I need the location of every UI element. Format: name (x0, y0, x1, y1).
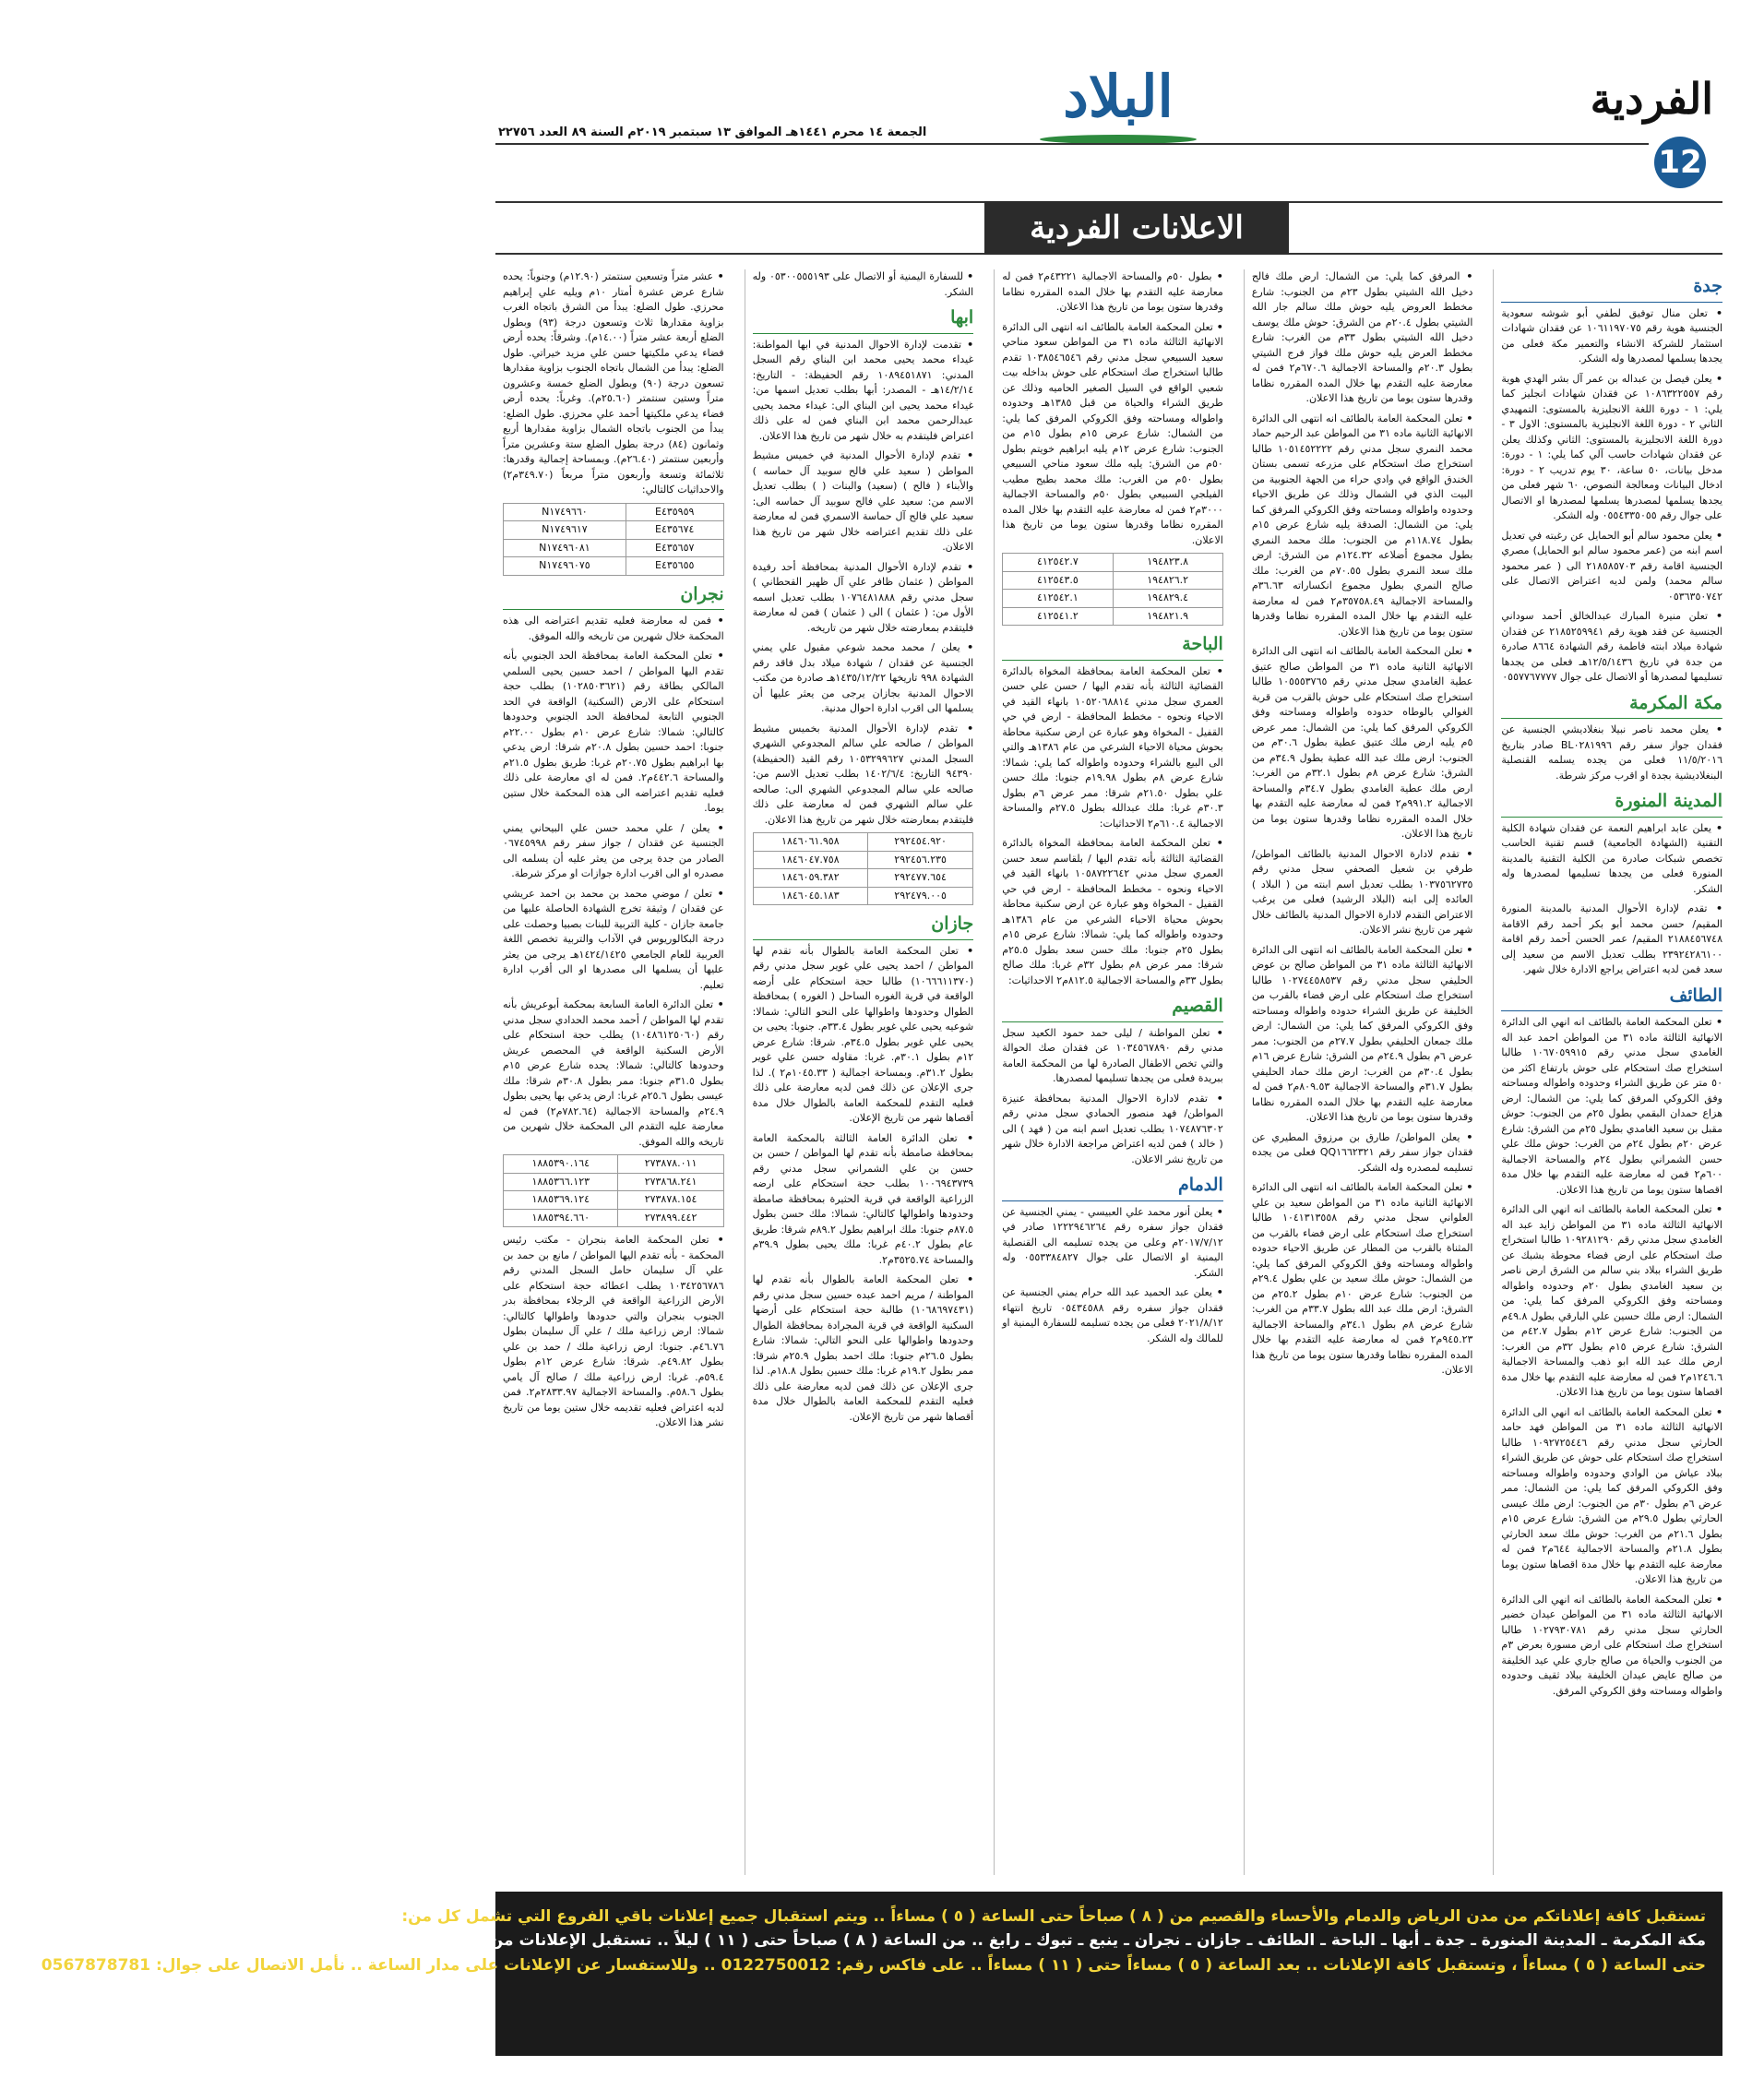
coordinate-cell: ١٨٨٥٣٦٦.١٢٣ (504, 1173, 618, 1191)
newspaper-logo (1021, 63, 1215, 148)
coordinates-row (753, 833, 973, 852)
classified-ad: • تعلن المحكمة العامة بالطائف انه انهي الى الدائرة الانهائية الثالثة ماده ٣١ من المواطن عيدان خضير الحارثي سجل مدني رقم ١٠٢٧٩٣٠٧٨١ طالبا استخراج صك استحكام على ارض مسورة بعرض ٣م من الجنوب والحياة من صالح جاري علي عيد الخليفة من صالح عايض عيدان الخليفة ببلاد ثقيف وحدوده واطواله ومساحته وفق الكروكي المرفق. (1501, 1593, 1722, 1700)
city-heading: جدة (1501, 273, 1722, 303)
classified-ad: • يعلن فيصل بن عبداله بن عمر آل بشر الهدي هوية رقم ١٠٨٦٣٢٢٥٥٧ عن فقدان شهادات انجليز كما يلي: ١ - دورة اللغة الانجليزية بالمستوى: التمهيدي الثاني ٢ - دورة اللغة الانجليزية بالمستوى: الاول ٣ - دورة اللغة الانجليزية بالمستوى: الثاني وكذلك يعلن عن فقدان شهادات حاسب آلي كما يلي: ١ - دورة: مدخل بيانات، ٥٠ ساعة، ٣٠ يوم تدريب ٢ - دورة: ادخال البيانات ومعالجة النصوص، ٦٠ شهر فعلى من يجدها يسلمها لمصدرها يسلمها لمصدرها او الاتصال على جوال رقم ٠٥٥٤٣٣٥٠٥٥ وله الشكر. (1501, 372, 1722, 524)
coordinate-cell: ١٩٤٨٢٦.٢ (1113, 571, 1222, 590)
coordinates-row (504, 557, 724, 576)
classified-ad: • تعلن الدائرة العامة الثالثة بالمحكمة العامة بمحافظة صامطة بأنه تقدم لها المواطن / حسن بن حسن بن علي الشمراني سجل مدني رقم ١٠٠٦٩٤٣٧٣٩ بطلب حجة استحكام على ارضه الزراعية الواقعة في قرية الحثيرة بمحافظة صامطة وحدودها واطوالها كالتالي: شمالا: ملك حسن بطول ٨٧.٥م جنوبا: ملك ابراهيم بطول ٨٩.٢م شرقا: طريق عام بطول ٤٠.٢م غربا: ملك يحيى بطول ٣٩.٩م والمساحة ٣٥٢٥.٧٤م٢. (753, 1131, 974, 1269)
city-heading: ابها (753, 305, 974, 334)
city-heading: الطائف (1501, 983, 1722, 1012)
ads-column-5 (495, 269, 724, 1875)
coordinate-cell: ٢٧٣٨٩٩.٤٤٢ (618, 1209, 723, 1227)
ads-column-1 (1493, 269, 1722, 1875)
coordinate-cell: ٤١٢٥٤٢.٧ (1003, 554, 1113, 572)
classified-ad: • يعلن المواطن/ طارق بن مرزوق المطيري عن فقدان جواز سفر رقم QQ١٦٦٢٣٢١ فعلى من يجده تسليمه لمصدره وله الشكر. (1252, 1130, 1473, 1176)
classified-ad: • تقدم لإدارة الأحوال المدنية بمحافظة أحد رفيدة المواطن ( عثمان ظافر علي آل ظهير القحطاني ) سجل مدني رقم ١٠٧٦٤٨١٨٨٨ بطلب تعديل اسمه الأول من: ( عثمان ) الى ( عثمان ) فمن له معارضة فليتقدم بمعارضته خلال شهر من تاريخه. (753, 560, 974, 637)
footer-line: تستقبل كافة إعلاناتكم من مدن الرياض والدمام والأحساء والقصيم من ( ٨ ) صباحاً حتى الساعة ( ٥ ) مساءاً .. ويتم استقبال جميع إعلانات باقي الفروع التي تشمل كل من: (401, 1907, 1706, 1926)
coordinates-table (503, 503, 724, 576)
classified-ad: • فمن له معارضة فعليه تقديم اعتراضه الى هذه المحكمة خلال شهرين من تاريخه والله الموفق. (503, 614, 724, 644)
coordinate-cell: ٢٩٢٤٥٦.٢٣٥ (868, 851, 973, 869)
coordinates-row (1003, 590, 1223, 608)
city-heading: القصيم (1002, 993, 1223, 1022)
coordinates-table (753, 832, 974, 905)
coordinates-row (1003, 571, 1223, 590)
coordinates-row (504, 521, 724, 540)
coordinates-row (1003, 554, 1223, 572)
coordinate-cell: N١٧٤٩٦١٧ (504, 521, 626, 540)
coordinate-cell: ٢٧٣٨٧٨.٠١١ (618, 1155, 723, 1174)
city-heading: الباحة (1002, 631, 1223, 661)
city-heading: جازان (753, 911, 974, 940)
footer-line: حتى الساعة ( ٥ ) مساءاً ، وتستقبل كافة الإعلانات .. بعد الساعة ( ٥ ) مساءاً حتى ( ١١ ) مساءاً .. على فاكس رقم: 0122750012 .. وللاستفسار عن الإعلانات على مدار الساعة .. نأمل الاتصال على جوال: 0567878781 (41, 1955, 1706, 1975)
classified-ad: • تعلن المحكمة العامة بالطوال بأنه تقدم لها المواطنة / مريم احمد عبده حسين سجل مدني رقم (١٠٦٨٦٩٧٤٣١) طالبة حجة استحكام على أرضها السكنية الواقعة في قرية المجرادة بمحافظة الطوال وحدودها واطوالها على النحو التالي: شمالا: شارع بطول ٢٦.٥م جنوبا: ملك احمد بطول ٢٥.٩م شرقا: ممر بطول ١٩.٢م غربا: ملك حسين بطول ١٨.٨م. لذا جرى الإعلان عن ذلك فمن لديه معارضة على ذلك فعليه التقدم للمحكمة العامة بالطوال خلال مدة أقصاها شهر من تاريخ الإعلان. (753, 1272, 974, 1425)
coordinates-row (504, 1173, 724, 1191)
classified-ad: • يعلن محمود سالم أبو الحمايل عن رغبته في تعديل اسم ابنه من (عمر محمود سالم ابو الحمايل) مصري الجنسية اقامة رقم ٢١٨٥٨٥٧٠٣ الى ( عمر محمود سالم محمد) ولمن لديه اعتراض الاتصال على ٠٥٣٦٣٥٠٧٤٢ (1501, 529, 1722, 605)
coordinate-cell: E٤٣٥٦٥٧ (626, 539, 723, 557)
classified-ad: • تقدم لإدارة الأحوال المدنية في خميس مشيط المواطن ( سعيد علي فالح سوبيد آل حماسه ) والأبناء ( فالح ) (سعيد) والبنات ( ) بطلب تعديل الاسم من: سعيد علي فالح سوبيد آل حماسه الى: سعيد علي فالح آل حماسة الاسمري فمن له معارضة على ذلك تقديم اعتراضه خلال شهر من تاريخ هذا الاعلان. (753, 448, 974, 555)
classified-ad: • تعلن المحكمة العامة بمحافظة المخواة بالدائرة القضائية الثالثة بأنه تقدم اليها / حسن علي حسن العمري سجل مدني ١٠٥٢٠٦٨٨١٤ بانهاء القيد في الاحياء ونحوه - مخطط المحافظة - ارض في حي القفيل - المخواة وهو عبارة عن ارض سكنية محاطة بحوش محياة الاحياء الشرعي من عام ١٣٨٦هـ والتي الى البيع بالشراء وحدوده واطواله كما يلي: شمالا: شارع عرض ٨م بطول ١٩.٩٨م جنوبا: ملك حسن علي بطول ٢١.٥٠م شرقا: ممر عرض ٦م بطول ٣٠.٣م غربا: ملك عبدالله بطول ٢٧.٥م والمساحة الاجمالية ٦١٠.٤م٢ الاحداثيات: (1002, 664, 1223, 832)
page-number-badge: 12 (1654, 137, 1706, 188)
classified-ad: • يعلن / علي محمد حسن علي البيحاني يمني الجنسية عن فقدان / جواز سفر رقم ٠٦٧٤٥٩٩٨ الصادر من جدة يرجى من يعثر عليه أن يسلمه الى مصدره او الى اقرب ادارة جوازات او مركز شرطة. (503, 821, 724, 882)
classified-ad: • تعلن المحكمة العامة بالطائف انه انتهى الى الدائرة الانهائية الثالثة ماده ٣١ من المواطن سعود مناحي سعيد السبيعي سجل مدني رقم ١٠٣٨٥٤٦٥٤٦ تقدم طالبا استخراج صك استحكام على حوش بداخله بيت شعبي الواقع في السيل الصغير الحاميه وذلك عن طريق الشراء والحياة من قبل ١٣٨٥هـ وحدوده واطواله ومساحته وفق الكروكي المرفق كما يلي: من الشمال: شارع عرض ١٥م بطول ١٥م من الجنوب: شارع عرض ١٢م يليه ابراهيم خويتم بطول ٥٠م من الشرق: يليه ملك سعود مناحي السبيعي بطول ٥٠م من الغرب: ملك محمد بطيح مطيب الفيلجي السبيعي بطول ٥٠م والمساحة الاجمالية ٣٠٠٠م٢ فمن له معارضة عليه التقدم بها خلال المده المقرره نظاما وقدرها ستون يوما من تاريخ هذا الاعلان. (1002, 320, 1223, 549)
classified-ad: • تعلن المحكمة العامة بالطائف انه انهي الى الدائرة الانهائية الثالثة ماده ٣١ من المواطن زايد عبد اله الغامدي سجل مدني رقم ١٠٩٢٨١٢٩٠ طالبا استخراج صك استحكام على ارض فضاء محوطة بشبك عن طريق الشراء ببلاد بني سالم من الشرق ارض ناصر بن سعيد الغامدي بطول ٢٠م وحدوده واطواله ومساحته وفق الكروكي المرفق كما يلي: من الشمال: ارض ملك حسين علي البارقي بطول ٤٩.٨م من الجنوب: شارع عرض ١٢م بطول ٤٢.٧م من الشرق: شارع عرض ١٥م بطول ٣٢م من الغرب: ارض ملك عبد الله ابو ذهب والمساحة الاجمالية ١٢٤٦.٦م٢ فمن له معارضة عليه التقدم بها خلال مدة اقصاها ستون يوما من تاريخ هذا الاعلان. (1501, 1202, 1722, 1401)
classified-ad: • تعلن منال توفيق لطفي أبو شوشه سعودية الجنسية هوية رقم ١٠٦١١٩٧٠٧٥ عن فقدان شهادات استثمار للشركة الانشاء والتعمير مكة فعلى من يجدها يسلمها لمصدرها وله الشكر. (1501, 306, 1722, 367)
coordinate-cell: ١٨٨٥٣٦٩.١٢٤ (504, 1191, 618, 1210)
coordinate-cell: ٤١٢٥٤٢.١ (1003, 590, 1113, 608)
coordinates-row (753, 851, 973, 869)
ads-column-4 (745, 269, 974, 1875)
issue-date-line: الجمعة ١٤ محرم ١٤٤١هـ الموافق ١٣ سبتمبر ٢٠١٩م السنة ٨٩ العدد ٢٢٧٥٦ (498, 125, 927, 139)
coordinates-row (753, 869, 973, 888)
classified-ad: • تقدم لادارة الاحوال المدنية بمحافظة عنيزة المواطن/ فهد منصور الحمادي سجل مدني رقم ١٠٧٤٨٧٦٣٠٢ بطلب تعديل اسم ابنه من ( فهد ) الى ( خالد ) فمن لديه اعتراض مراجعة الادارة خلال شهر من تاريخ نشر الاعلان. (1002, 1092, 1223, 1168)
coordinates-row (504, 1155, 724, 1174)
classified-ad: • يعلن / محمد محمد شوعي مقبول علي يمني الجنسية عن فقدان / شهادة ميلاد بدل فاقد رقم الشهادة ٩٩٨ تاريخها ١٤٣٥/١٢/٢٢هـ صادرة من مكتب الاحوال المدنية بجازان يرجى من يعثر عليها أن يسلمها الى اقرب ادارة احوال مدنية. (753, 640, 974, 717)
classified-ad: • تعلن المحكمة العامة بالطائف انه انهي الى الدائرة الانهائية الثالثة ماده ٣١ من المواطن احمد عبد اله الغامدي سجل مدني رقم ١٠٦٧٠٥٩٩١٥ طالبا استخراج صك استحكام على حوش بارتفاع اكثر من ٥٠ متر عن طريق الشراء وحدوده واطواله ومساحته وفق الكروكي المرفق كما يلي: من الشمال: ارض هزاع حمدان البقمي بطول ٢٥م من الجنوب: حوش مقبل بن سعيد الغامدي بطول ٢٥م من الشرق: شارع عرض ٢٠م بطول ٢٤م من الغرب: حوش ملك علي حسن الشمراني بطول ٢٤م والمساحة الاجمالية ٦٠٠م٢ فمن له معارضة عليه التقدم بها خلال مدة اقصاها ستون يوما من تاريخ هذا الاعلان. (1501, 1015, 1722, 1198)
classified-ad: • تعلن المواطنة / ليلى حمد حمود الكعيد سجل مدني رقم ١٠٣٤٥٦٧٨٩٠ عن فقدان صك الحوالة والتي تخص الاطفال الصادرة لها من المحكمة العامة ببريدة فعلى من يجدها تسليمها لمصدرها. (1002, 1026, 1223, 1087)
classified-ad: • تعلن المحكمة العامة بالطائف انه انتهى الى الدائرة الانهائية الثانية ماده ٣١ من المواطن عبد الرحيم حماد محمد النمري سجل مدني رقم ١٠٥١٤٥٢٢٢٢ طالبا استخراج صك استحكام على مزرعه تسمى بستان الخندق الواقع في وادي حراء من الجهة الجنوبية من البيت الذي في الشمال وذلك عن طريق الاحياء وحدوده واطواله ومساحته وفق الكروكي المرفق كما يلي: من الشمال: الصدقة يليه شارع عرض ١٥م بطول ١١٨.٧٤م من الجنوب: ملك محمد النمري بطول مجموع أضلاعه ١٢٤.٣٢م من الشرق: ارض ملك سعد النمري بطول ٧٠.٥٥م من الغرب: ملك صالح النمري بطول مجموع انكساراته ٣٦.٦٣م والمساحة الاجمالية ٣٥٧٥٨.٤٩م٢ فمن له معارضة عليه التقدم بها خلال المده المقرره نظاما وقدرها ستون يوما من تاريخ هذا الاعلان. (1252, 412, 1473, 640)
coordinate-cell: ١٨٤٦٠٤٧.٧٥٨ (753, 851, 867, 869)
classified-ad: • يعلن محمد ناصر نبيلا بنغلاديشي الجنسية عن فقدان جواز سفر رقم BL٠٢٨١٩٩٦ صادر بتاريخ ١١/٥/٢٠١٦ فعلى من يجده يسلمه القنصلية البنغلاديشية بجدة او اقرب مركز شرطة. (1501, 723, 1722, 783)
coordinate-cell: ٢٩٢٤٧٧.٦٥٤ (868, 869, 973, 888)
coordinate-cell: ٢٩٢٤٥٤.٩٢٠ (868, 833, 973, 852)
classified-ad: • تقدمت لإدارة الاحوال المدنية في ابها المواطنة: غيداء محمد يحيى محمد ابن البناي رقم السجل المدني: ١٠٨٩٤٥١٨٧١ رقم الحفيظة: - التاريخ: ١٤/٢/١٤هـ - المصدر: أبها بطلب تعديل اسمها من: غيداء محمد يحيى ابن البناي الى: غيداء محمد يحيى عبدالرحمن محمد ابن البناي فمن له على ذلك اعتراض فليتقدم به خلال شهر من تاريخ هذا الاعلان. (753, 338, 974, 445)
coordinate-cell: ٤١٢٥٤١.٢ (1003, 607, 1113, 626)
coordinates-row (504, 503, 724, 521)
classified-ad: • تعلن المحكمة العامة بالطائف انه انهي الى الدائرة الانهائية الثالثة ماده ٣١ من المواطن فهد حامد الحارثي سجل مدني رقم ١٠٩٢٧٢٥٤٤٦ طالبا استخراج صك استحكام على حوش عن طريق الشراء ببلاد عياش من الوادي وحدوده واطواله ومساحته وفق الكروكي المرفق كما يلي: من الشمال: ممر عرض ٦م بطول ٣٠م من الجنوب: ارض ملك عيسى الحارثي بطول ٢٩.٥م من الشرق: شارع عرض ١٥م بطول ٢١.٦م من الغرب: حوش ملك سعد الحارثي بطول ٢١.٨م والمساحة الاجمالية ٦٤٤م٢ فمن له معارضة عليه التقدم بها خلال مدة اقصاها ستون يوما من تاريخ هذا الاعلان. (1501, 1405, 1722, 1588)
coordinates-row (504, 1209, 724, 1227)
city-heading: مكة المكرمة (1501, 690, 1722, 720)
coordinate-cell: ٢٩٢٤٧٩.٠٠٥ (868, 887, 973, 905)
coordinates-row (504, 1191, 724, 1210)
coordinates-row (504, 539, 724, 557)
classified-ad: • يعلن أنور محمد علي العبيسي - يمني الجنسية عن فقدان جواز سفره رقم ١٢٢٢٩٤٦٢٦٤ صادر في ٢٠١٧/٧/١٢م وعلى من يجده تسليمه الى القنصلية اليمنية او الاتصال على جوال ٠٥٥٣٣٨٤٨٢٧ وله الشكر. (1002, 1205, 1223, 1282)
logo-text: البلاد (1063, 63, 1174, 130)
coordinate-cell: ١٨٤٦٠٦١.٩٥٨ (753, 833, 867, 852)
classified-ad: • تعلن المحكمة العامة بالطائف انه انتهى الى الدائرة الانهائية الثالثة ماده ٣١ من المواطن صالح بن عوض الحليفي سجل مدني رقم ١٠٢٧٤٤٥٨٥٣٧ طالبا استخراج صك استحكام على ارض فضاء بالقرب من الخليفة عن طريق الشراء حدوده واطواله ومساحته وفق الكروكي المرفق كما يلي: من الشمال: ارض ملك جمعان الحليفي بطول ٢٧.٧م من الجنوب: ممر عرض ٦م بطول ٢٤.٩م من الشرق: شارع عرض ١٦م بطول ٣٠.٤م من الغرب: ارض ملك حماد الحليفي بطول ٣١.٧م والمساحة الاجمالية ٨٠٩.٥٣م٢ فمن له معارضة عليه التقدم بها خلال المده المقرره نظاما وقدرها ستون يوما من تاريخ هذا الاعلان. (1252, 943, 1473, 1126)
coordinate-cell: N١٧٤٩٦٠٧٥ (504, 557, 626, 576)
coordinate-cell: ٤١٢٥٤٣.٥ (1003, 571, 1113, 590)
coordinate-cell: E٤٣٥٦٥٥ (626, 557, 723, 576)
title-band (495, 201, 1722, 255)
classified-ad: • تعلن المحكمة العامة بمحافظة المخواة بالدائرة القضائية الثالثة بأنه تقدم اليها / بلقاسم سعد حسن العمري سجل مدني ١٠٥٨٧٢٢٦٤٢ بانهاء القيد في الاحياء ونحوه - مخطط المحافظة - ارض في حي القفيل - المخواة وهو عبارة عن ارض سكنية محاطة بحوش محياة الاحياء الشرعي من عام ١٣٨٦هـ وحدوده واطواله كما يلي: شمالا: شارع عرض ١٥م بطول ٢٥م جنوبا: ملك حسن سعد بطول ٢٥.٥م شرقا: ممر عرض ٨م بطول ٣٢م غربا: ملك صالح بطول ٣٣م والمساحة الاجمالية ٨١٢.٥م٢ الاحداثيات: (1002, 836, 1223, 988)
classified-ad: • بطول ٥٠م والمساحة الاجمالية ٤٣٢٢١م٢ فمن له معارضة عليه التقدم بها خلال المده المقرره نظاما وقدرها ستون يوما من تاريخ هذا الاعلان. (1002, 269, 1223, 316)
coordinate-cell: ١٩٤٨٢٩.٤ (1113, 590, 1222, 608)
city-heading: نجران (503, 581, 724, 611)
classified-ad: • تقدم لإدارة الأحوال المدنية بالمدينة المنورة المقيم/ حسن محمد أبو بكر أحمد رقم الاقامة ٢١٨٨٤٥٦٧٤٨ المقيم/ عمر الحسن أحمد رقم اقامة ٢٣٩٢٤٢٨٦١٠٠ بطلب تعديل الاسم من سعيد إلى سعد فمن لديه اعتراض يراجع الادارة خلال شهر. (1501, 902, 1722, 978)
classified-ad: • تعلن / موضي محمد بن محمد بن احمد عريشي عن فقدان / وثيقة تخرج الشهادة الحاصلة عليها من جامعة جازان - كلية التربية للبنات بصبيا وحصلت على درجة البكالوريوس في الآداب والتربية تخصص اللغة العربية للعام الجامعي ١٤٢٤/١٤٢٥هـ يرجى من يعثر عليها أن يسلمها الى مصدرها او الى أقرب ادارة تعليم. (503, 887, 724, 994)
coordinate-cell: E٤٣٥٩٥٩ (626, 503, 723, 521)
footer-line: مكة المكرمة ـ المدينة المنورة ـ جدة ـ أبها ـ الباحة ـ الطائف ـ جازان ـ نجران ـ ينبع ـ تبوك ـ رابغ .. من الساعة ( ٨ ) صباحاً حتى ( ١١ ) ليلاً .. تستقبل الإعلانات من كافة الفروع على هاتف: 0126711000 | فاكس: 0126716241 (0, 1931, 1706, 1951)
classified-ad: • المرفق كما يلي: من الشمال: ارض ملك فالح دخيل الله الشيتي بطول ٢٣م من الجنوب: شارع مخطط العروض يليه حوش ملك سالم جار الله الشيتي بطول ٢٠.٤م من الشرق: حوش ملك يوسف دخيل الله الشيتي بطول ٣٣م من الغرب: شارع مخطط العرض يليه حوش ملك فواز فرج الشيتي بطول ٢٠.٣م والمساحة الاجمالية ٦٧٠.٦م٢ فمن له معارضة عليه التقدم بها خلال المده المقرره نظاما وقدرها ستون يوما من تاريخ هذا الاعلان. (1252, 269, 1473, 407)
header-divider (495, 143, 1649, 145)
coordinates-row (753, 887, 973, 905)
coordinate-cell: ١٨٨٥٣٩٤.٦٦٠ (504, 1209, 618, 1227)
ads-column-2 (1244, 269, 1473, 1875)
city-heading: المدينة المنورة (1501, 788, 1722, 818)
classified-ad: • تعلن المحكمة العامة بالطائف انه انتهى الى الدائرة الانهائية الثانية ماده ٣١ من المواطن سعيد بن علي العلواني سجل مدني رقم ١٠٤١٣١٣٥٥٨ طالبا استخراج صك استحكام على ارض فضاء بالقرب من المثناة بالقرب من المطار عن طريق الاحياء حدوده واطواله ومساحته وفق الكروكي المرفق كما يلي: من الشمال: حوش ملك سعيد بن علي بطول ٢٩.٤م من الجنوب: شارع عرض ١٠م بطول ٢٥.٢م من الشرق: ارض ملك عبد الله بطول ٣٣.٧م من الغرب: شارع عرض ٨م بطول ٣٤.١م والمساحة الاجمالية ٩٤٥.٢٣م٢ فمن له معارضة عليه التقدم بها خلال المده المقرره نظاما وقدرها ستون يوما من تاريخ هذا الاعلان. (1252, 1180, 1473, 1379)
coordinate-cell: ١٩٤٨٢٣.٨ (1113, 554, 1222, 572)
classified-ad: • تعلن المحكمة العامة بنجران - مكتب رئيس المحكمة - بأنه تقدم اليها المواطن / مانع بن حمد بن علي آل سليمان حامل السجل المدني رقم ١٠٣٤٢٥٦٧٨٦ يطلب اعطائه حجة استحكام على الأرض الزراعية الواقعة في الرجلاء بمحافظة بدر الجنوب بنجران والتي حدودها واطوالها كالتالي: شمالا: ارض زراعية ملك / علي آل سليمان بطول ٤٦.٧٦م. جنوبا: ارض زراعية ملك / حمد بن علي بطول ٤٩.٨٢م. شرقا: شارع عرض ١٢م بطول ٥٩.٤م. غربا: ارض زراعية ملك / صالح آل يامي بطول ٥٨.٦م. والمساحة الاجمالية ٢٨٣٣.٩٧م٢. فمن لديه اعتراض فعليه تقديمه خلال ستين يوما من تاريخ نشر هذا الاعلان. (503, 1233, 724, 1431)
classified-ad: • تعلن الدائرة العامة السابعة بمحكمة أبوعريش بأنه تقدم لها المواطن / أحمد محمد الحدادي سجل مدني رقم (١٠٤٨٦١٢٥٠٦٠) يطلب حجة استحكام على الأرض السكنية الواقعة في المحصص عريش وحدودها كالتالي: شمالا: يحده شارع عرض ١٥م بطول ٣١.٥م جنوبا: ممر بطول ٣٠.٨م شرقا: ملك عيسى بطول ٢٥.٦م غربا: ارض يدعي بها يحيى بطول ٢٤.٩م والمساحة الاجمالية (٧٨٢.٦٤م٢) فمن له معارضة عليه التقدم الى المحكمة خلال شهرين من تاريخه والله الموفق. (503, 997, 724, 1150)
ads-column-3 (994, 269, 1223, 1875)
coordinate-cell: E٤٣٥٦٧٤ (626, 521, 723, 540)
coordinates-table (503, 1154, 724, 1227)
classified-ad: • للسفارة اليمنية أو الاتصال على ٠٥٣٠٠٥٥٥١٩٣ وله الشكر. (753, 269, 974, 300)
page-header (495, 55, 1722, 181)
classified-ad: • يعلن عبد الحميد عبد الله حرام يمني الجنسية عن فقدان جواز سفره رقم ٠٥٤٣٤٥٨٨ تاريخ انتهاء ٢٠٢١/٨/١٢ فعلى من يجده تسليمه للسفارة اليمنية او للمالك وله الشكر. (1002, 1285, 1223, 1346)
classified-ad: • تقدم لإدارة الأحوال المدنية بخميس مشيط المواطن / صالحه علي سالم المجدوعي الشهري السجل المدني ١٠٥٣٢٩٩٦٢٧ رقم القيد (الحفيظة) ٩٤٣٩٠ التاريخ: ١٤٠٢/٦/٤ بطلب تعديل الاسم من: صالحه علي سالم المجدوعي الشهري الى: صالحه علي سالم الشهري فمن له معارضة على ذلك فليتقدم بمعارضته خلال شهر من تاريخ هذا الاعلان. (753, 722, 974, 829)
coordinate-cell: ١٩٤٨٢١.٩ (1113, 607, 1222, 626)
coordinates-table (1002, 553, 1223, 626)
city-heading: الدمام (1002, 1172, 1223, 1201)
coordinate-cell: ١٨٨٥٣٩٠.١٦٤ (504, 1155, 618, 1174)
classified-ad: • تعلن منيرة المبارك عبدالخالق أحمد سوداني الجنسية عن فقد هوية رقم ٢١٨٥٢٥٩٩٤١ عن فقدان شهادة ميلاد ابنته فاطمة رقم الشهادة ٨٦٦٤ صادرة من جدة في تاريخ ١٢/٥/١٤٣٦هـ فعلى من يجدها تسليمها لمصدرها أو الاتصال على جوال ٠٥٥٧٧٦٧٧٧٧ (1501, 609, 1722, 686)
coordinate-cell: ١٨٤٦٠٥٩.٣٨٢ (753, 869, 867, 888)
classified-ad: • تعلن المحكمة العامة بالطوال بأنه تقدم لها المواطن / احمد يحيى علي غوير سجل مدني رقم (١٠٦٦٦١١٣٧٠) طالبا حجة استحكام على أرضه الواقعة في قرية الغوره الساحل ( الغوره ) بمحافظة الطوال وحدودها واطوالها على النحو التالي: شمالا: شوعيه يحيى علي غوير بطول ٣٣.٤م. جنوبا: يحيى بن يحيى علي غوير بطول ٣٤.٥م. شرقا: شارع عرض ١٢م بطول ٣٠.١م. غربا: مقاوله حسن علي غوير بطول ٣١.٢م. وبمساحة اجمالية ( ١٠٤٥.٣٣م٢ ). لذا جرى الإعلان عن ذلك فمن لديه معارضة على ذلك فعليه التقدم للمحكمة العامة بالطوال خلال مدة أقصاها شهر من تاريخ الإعلان. (753, 944, 974, 1127)
coordinates-row (1003, 607, 1223, 626)
page-banner-title: الاعلانات الفردية (984, 201, 1289, 255)
classified-ad: • تعلن المحكمة العامة بالطائف انه انتهى الى الدائرة الانهائية الثانية ماده ٣١ من المواطن صالح عتيق عطية الغامدي سجل مدني رقم ١٠٥٥٥٣٧٦٥ طالبا استخراج صك استحكام على حوش بالقرب من قرية الغوالي بالوطاه حدوده واطواله ومساحته وفق الكروكي المرفق كما يلي: من الشمال: ممر عرض ٥م يليه ارض ملك عتيق عطية بطول ٣٠.٦م من الجنوب: ارض ملك عبد الله عطية بطول ٣٤.٩م من الشرق: شارع عرض ٨م بطول ٣٢.١م من الغرب: ارض ملك عطية الغامدي بطول ٣٤.٧م والمساحة الاجمالية ٩٩١.٢م٢ فمن له معارضة عليه التقدم بها خلال المده المقرره نظاما وقدرها ستون يوما من تاريخ هذا الاعلان. (1252, 644, 1473, 842)
coordinate-cell: ٢٧٣٨٧٨.١٥٤ (618, 1191, 723, 1210)
classified-ad: • عشر متراً وتسعين سنتمتر (١٢.٩٠م) وجنوباً: يحده شارع عرض عشرة أمتار ١٠م ويليه علي إبراهيم محرزي. طول الضلع: يبدأ من الشرق باتجاه الغرب بزاوية مقدارها ثلاث وتسعون درجة (٩٣) وبطول الضلع أربعة عشر متراً (١٤.٠٠م). وشرقاً: يحده أرض فضاء يدعي ملكيتها حسن علي مزيد خيراتي. طول الضلع: يبدأ من الشمال باتجاه الجنوب بزاوية مقدارها تسعون درجة (٩٠) وبطول الضلع خمسة وعشرون متراً وستين سنتمتر (٢٥.٦٠م). وغرباً: يحده أرض فضاء يدعي ملكيتها أحمد علي محرزي. طول الضلع: يبدأ من الجنوب باتجاه الشمال بزاوية مقدارها أربع وثمانون (٨٤) درجة بطول الضلع ستة وعشرين متراً وأربعين سنتمتر (٢٦.٤٠م). وبمساحة إجمالية وقدرها: ثلاثمائة وتسعة وأربعون متراً مربعاً (٣٤٩.٧٠م٢) والاحداثيات كالتالي: (503, 269, 724, 498)
ads-columns (495, 269, 1722, 1875)
coordinate-cell: N١٧٤٩٦٦٠ (504, 503, 626, 521)
classified-ad: • تعلن المحكمة العامة بمحافظة الحد الجنوبي بأنه تقدم اليها المواطن / احمد حسين يحيى السلمي المالكي بطاقة رقم (١٠٢٨٥٠٣٦٢١) بطلب حجة استحكام على الارض (السكنية) الواقعة في الحد الجنوبي التابعة لمحافظة الحد الجنوبي وحدودها كالتالي: شمالا: شارع عرض ١٠م بطول ٢٢.٠٠م جنوبا: احمد حسين بطول ٢٠.٨م شرقا: ارض يدعي بها ابراهيم بطول ٢٠.٧٥م غربا: طريق بطول ٢١.٥م والمساحة ٤٤٢.٦م٢. فمن له اي معارضة على ذلك فعليه تقديم اعتراضه الى هذه المحكمة خلال ستين يوما. (503, 649, 724, 817)
coordinate-cell: ١٨٤٦٠٤٥.١٨٣ (753, 887, 867, 905)
coordinate-cell: N١٧٤٩٦٠٨١ (504, 539, 626, 557)
classified-ad: • تقدم لادارة الاحوال المدنية بالطائف المواطن/ طرقي بن شعيل الصحفي سجل مدني رقم ١٠٣٧٥٦٢٧٣٥ بطلب تعديل اسم ابنته من ( البلاد ) العائده إلى ابنه (البلاد الرشيد) فعلى من يرغب الاعتراض التقدم لادارة الاحوال المدنية بالطائف خلال شهر من تاريخ نشر الاعلان. (1252, 847, 1473, 938)
section-title: الفردية (1590, 74, 1713, 124)
footer-contact-box (0, 1892, 1722, 2056)
classified-ad: • يعلن عابد ابراهيم النعمة عن فقدان شهادة الكلية التقنية (الشهادة الجامعية) قسم تقنية الحاسب تخصص شبكات صادرة من الكلية التقنية بالمدينة المنورة فعلى من يجدها تسليمها لمصدرها وله الشكر. (1501, 821, 1722, 898)
coordinate-cell: ٢٧٣٨٦٨.٢٤١ (618, 1173, 723, 1191)
